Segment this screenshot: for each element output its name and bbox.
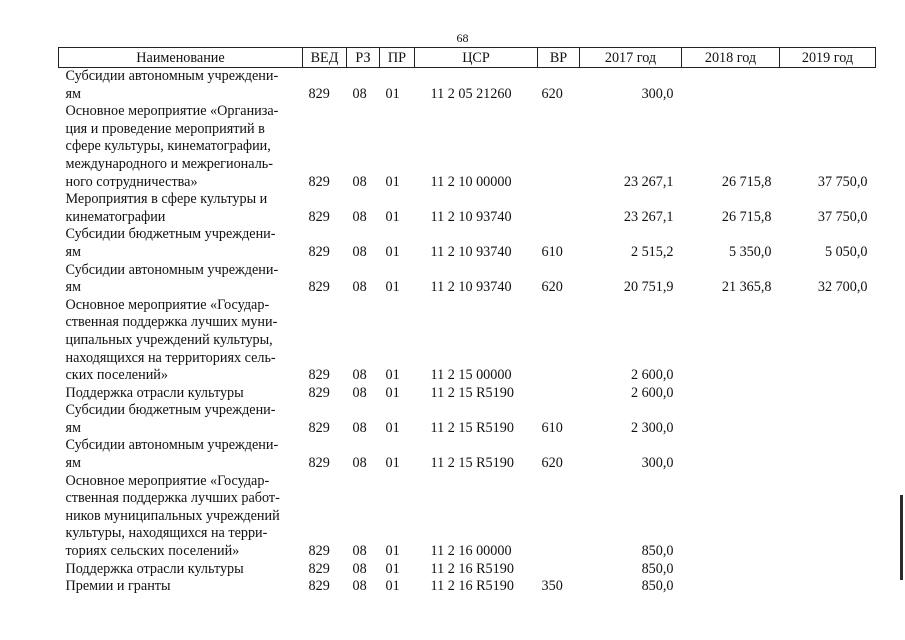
- cell-pr: 01: [385, 243, 400, 260]
- cell-vr: 610: [541, 419, 563, 436]
- cell-name: Мероприятия в сфере культуры и кинематографии: [65, 191, 268, 225]
- cell-2018: [682, 385, 780, 403]
- cell-pr: 01: [385, 543, 400, 560]
- cell-vr: 350: [541, 578, 563, 595]
- cell-2019: 37 750,0: [817, 173, 868, 190]
- cell-pr: 01: [385, 455, 400, 472]
- cell-vr: 610: [541, 243, 563, 260]
- cell-csr: 11 2 15 R5190: [430, 419, 514, 436]
- cell-2019: 32 700,0: [817, 279, 868, 296]
- table-row: [59, 297, 876, 385]
- cell-2017: 20 751,9: [623, 279, 674, 296]
- header-2019: 2019 год: [780, 48, 876, 68]
- cell-csr: 11 2 10 93740: [430, 279, 512, 296]
- cell-2017: 300,0: [641, 85, 674, 102]
- cell-vr: [538, 561, 580, 579]
- cell-2018: [682, 297, 780, 385]
- cell-rz: 08: [352, 85, 367, 102]
- cell-ved: 829: [308, 560, 330, 577]
- cell-vr: [538, 385, 580, 403]
- table-row: [59, 561, 876, 579]
- cell-ved: 829: [308, 173, 330, 190]
- cell-name: Субсидии автономным учреждени- ям: [65, 437, 279, 472]
- table-row: [59, 578, 876, 596]
- cell-pr: 01: [385, 85, 400, 102]
- table-row: [59, 402, 876, 437]
- table-row: [59, 262, 876, 297]
- cell-2018: 26 715,8: [721, 208, 772, 225]
- cell-2019: 37 750,0: [817, 208, 868, 225]
- cell-csr: 11 2 15 R5190: [430, 455, 514, 472]
- cell-2017: 2 300,0: [630, 419, 674, 436]
- cell-vr: 620: [541, 455, 563, 472]
- cell-rz: 08: [352, 419, 367, 436]
- table-header: [59, 48, 876, 68]
- cell-2017: 850,0: [641, 543, 674, 560]
- cell-name: Субсидии бюджетным учреждени- ям: [65, 226, 276, 260]
- cell-2018: 26 715,8: [721, 173, 772, 190]
- cell-2018: 5 350,0: [728, 243, 772, 260]
- cell-pr: 01: [385, 560, 400, 577]
- table-row: [59, 68, 876, 104]
- cell-csr: 11 2 10 93740: [430, 243, 512, 260]
- header-row: [59, 48, 876, 68]
- header-2017: 2017 год: [580, 48, 682, 68]
- cell-pr: 01: [385, 419, 400, 436]
- cell-rz: 08: [352, 560, 367, 577]
- cell-name: Субсидии автономным учреждени- ям: [65, 68, 279, 102]
- cell-csr: 11 2 05 21260: [430, 85, 512, 102]
- cell-csr: 11 2 10 93740: [430, 208, 512, 225]
- cell-vr: [538, 191, 580, 226]
- cell-2017: 2 600,0: [630, 384, 674, 401]
- header-csr: ЦСР: [415, 48, 538, 68]
- cell-2019: [780, 561, 876, 579]
- cell-2018: [682, 473, 780, 561]
- cell-2018: 21 365,8: [721, 279, 772, 296]
- cell-pr: 01: [385, 279, 400, 296]
- cell-ved: 829: [308, 543, 330, 560]
- cell-ved: 829: [308, 279, 330, 296]
- header-vr: ВР: [538, 48, 580, 68]
- cell-rz: 08: [352, 455, 367, 472]
- cell-rz: 08: [352, 543, 367, 560]
- cell-2017: 850,0: [641, 578, 674, 595]
- cell-ved: 829: [308, 243, 330, 260]
- cell-name: Субсидии автономным учреждени- ям: [65, 261, 279, 296]
- cell-ved: 829: [308, 384, 330, 401]
- cell-vr: [538, 473, 580, 561]
- cell-rz: 08: [352, 578, 367, 595]
- cell-name: Субсидии бюджетным учреждени- ям: [65, 402, 276, 436]
- header-ved: ВЕД: [303, 48, 347, 68]
- cell-2017: 300,0: [641, 455, 674, 472]
- cell-pr: 01: [385, 578, 400, 595]
- cell-ved: 829: [308, 367, 330, 384]
- cell-name: Основное мероприятие «Организа- ция и проведение мероприятий в сфере культуры, кинематографии, международного и межрегиональ- ного сотрудничества»: [65, 103, 279, 190]
- cell-csr: 11 2 10 00000: [430, 173, 512, 190]
- cell-2019: [780, 68, 876, 104]
- cell-rz: 08: [352, 279, 367, 296]
- cell-2018: [682, 561, 780, 579]
- cell-name: Поддержка отрасли культуры: [65, 560, 244, 577]
- cell-pr: 01: [385, 367, 400, 384]
- cell-2018: [682, 578, 780, 596]
- cell-2019: [780, 437, 876, 472]
- cell-pr: 01: [385, 384, 400, 401]
- cell-pr: 01: [385, 173, 400, 190]
- cell-2019: 5 050,0: [824, 243, 868, 260]
- cell-csr: 11 2 16 R5190: [430, 578, 514, 595]
- cell-csr: 11 2 16 R5190: [430, 560, 514, 577]
- cell-rz: 08: [352, 173, 367, 190]
- cell-rz: 08: [352, 384, 367, 401]
- table-row: [59, 103, 876, 191]
- table-row: [59, 191, 876, 226]
- header-name: Наименование: [59, 48, 303, 68]
- cell-rz: 08: [352, 208, 367, 225]
- cell-csr: 11 2 15 R5190: [430, 384, 514, 401]
- header-rz: РЗ: [347, 48, 380, 68]
- cell-2019: [780, 473, 876, 561]
- cell-name: Поддержка отрасли культуры: [65, 384, 244, 401]
- cell-2019: [780, 578, 876, 596]
- cell-vr: [538, 103, 580, 191]
- cell-ved: 829: [308, 419, 330, 436]
- table-row: [59, 385, 876, 403]
- cell-2017: 23 267,1: [623, 173, 674, 190]
- cell-2019: [780, 297, 876, 385]
- cell-name: Основное мероприятие «Государ- ственная поддержка лучших муни- ципальных учреждений культуры, находящихся на территориях сель- ских поселений»: [65, 296, 278, 384]
- cell-2018: [682, 437, 780, 472]
- budget-table-container: [58, 47, 875, 596]
- header-pr: ПР: [380, 48, 415, 68]
- cell-csr: 11 2 16 00000: [430, 543, 512, 560]
- header-2018: 2018 год: [682, 48, 780, 68]
- cell-vr: 620: [541, 85, 563, 102]
- cell-2018: [682, 68, 780, 104]
- cell-2017: 850,0: [641, 560, 674, 577]
- cell-pr: 01: [385, 208, 400, 225]
- cell-2019: [780, 385, 876, 403]
- cell-2019: [780, 402, 876, 437]
- table-row: [59, 437, 876, 472]
- cell-2017: 2 600,0: [630, 367, 674, 384]
- table-body: [59, 68, 876, 596]
- cell-ved: 829: [308, 85, 330, 102]
- cell-name: Премии и гранты: [65, 578, 171, 595]
- scan-edge-mark: [900, 495, 903, 580]
- cell-ved: 829: [308, 578, 330, 595]
- budget-table: [58, 47, 876, 596]
- page-number: 68: [456, 31, 469, 45]
- cell-name: Основное мероприятие «Государ- ственная поддержка лучших работ- ников муниципальных учреждений культуры, находящихся на терри- ториях сельских поселений»: [65, 472, 280, 560]
- table-row: [59, 226, 876, 261]
- cell-ved: 829: [308, 208, 330, 225]
- cell-csr: 11 2 15 00000: [430, 367, 512, 384]
- cell-2018: [682, 402, 780, 437]
- cell-vr: 620: [541, 279, 563, 296]
- cell-ved: 829: [308, 455, 330, 472]
- cell-2017: 23 267,1: [623, 208, 674, 225]
- cell-rz: 08: [352, 367, 367, 384]
- cell-vr: [538, 297, 580, 385]
- table-row: [59, 473, 876, 561]
- cell-2017: 2 515,2: [630, 243, 674, 260]
- cell-rz: 08: [352, 243, 367, 260]
